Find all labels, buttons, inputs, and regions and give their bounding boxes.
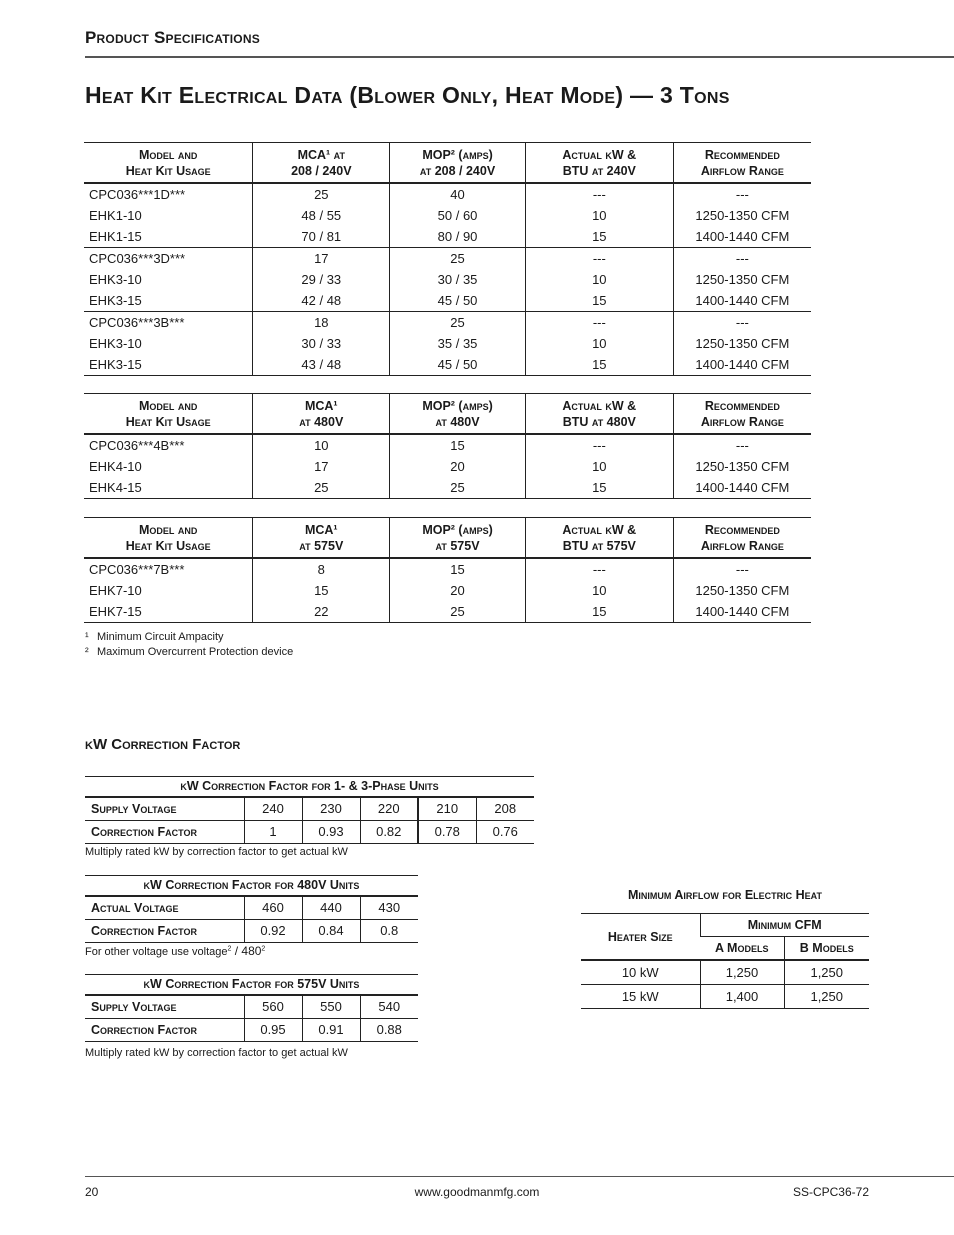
header-mca: MCA¹ at 480V (253, 394, 390, 435)
cell: EHK1-10 (89, 208, 142, 223)
cell: --- (673, 558, 811, 580)
header-airflow: Recommended Airflow Range (673, 518, 811, 559)
cell: 43 / 48 (253, 354, 390, 376)
table-row (84, 333, 811, 354)
cell: 8 (253, 558, 390, 580)
table-row (84, 558, 811, 580)
cell: 1250-1350 CFM (673, 456, 811, 477)
cell: 25 (253, 477, 390, 499)
cell: --- (525, 248, 673, 270)
header-model: Model and Heat Kit Usage (84, 394, 253, 435)
header-model: Model and Heat Kit Usage (84, 518, 253, 559)
cell: 40 (390, 183, 526, 205)
table-caption: kW Correction Factor for 1- & 3-Phase Units (85, 776, 534, 798)
cell: EHK3-10 (89, 272, 142, 287)
cell: 15 (525, 354, 673, 376)
cell: 230 (302, 798, 360, 821)
cell: 460 (244, 897, 302, 920)
header-heater-size: Heater Size (581, 914, 700, 961)
cell: 15 (525, 477, 673, 499)
cell: 50 / 60 (390, 205, 526, 226)
cell: 10 (525, 580, 673, 601)
cell: 20 (390, 456, 526, 477)
cell: CPC036***3B*** (89, 315, 185, 330)
cell: 1,250 (784, 985, 869, 1009)
cell: 29 / 33 (253, 269, 390, 290)
cell: 30 / 33 (253, 333, 390, 354)
cell: 1400-1440 CFM (673, 477, 811, 499)
voltage-note: For other voltage use voltage$^2$ / $480^2$ (85, 944, 266, 958)
cell: 208 (476, 798, 534, 821)
cell: 45 / 50 (390, 290, 526, 312)
table-row (84, 434, 811, 456)
cell: 0.76 (476, 821, 534, 844)
cell: 220 (360, 798, 418, 821)
cell: 1,250 (700, 960, 784, 985)
header-b-models: B Models (784, 937, 869, 961)
cell: 0.84 (302, 920, 360, 943)
cell: 25 (390, 312, 526, 334)
table-caption: kW Correction Factor for 480V Units (85, 875, 418, 897)
header-mca: MCA¹ at 208 / 240V (253, 143, 390, 184)
cell: 0.78 (418, 821, 476, 844)
cell: EHK4-10 (89, 459, 142, 474)
cell: 1250-1350 CFM (673, 333, 811, 354)
cell: 10 (253, 434, 390, 456)
table-row (85, 920, 418, 943)
table-row (85, 897, 418, 920)
cell: 10 kW (581, 960, 700, 985)
table-row (85, 1019, 418, 1042)
cell: 25 (390, 248, 526, 270)
cell: 560 (244, 996, 302, 1019)
table-row (84, 226, 811, 248)
heat-kit-table-480v (84, 393, 811, 499)
page-number: 20 (85, 1185, 99, 1199)
header-mca: MCA¹ at 575V (253, 518, 390, 559)
cell: --- (673, 434, 811, 456)
cell: 10 (525, 205, 673, 226)
table-row (85, 821, 534, 844)
cell: EHK3-15 (89, 293, 142, 308)
cell: 0.95 (244, 1019, 302, 1042)
min-airflow-title: Minimum Airflow for Electric Heat (627, 888, 823, 902)
cell: 10 (525, 333, 673, 354)
table-row (85, 996, 418, 1019)
header-airflow: Recommended Airflow Range (673, 394, 811, 435)
table-header-row (84, 518, 811, 559)
cell: 25 (390, 601, 526, 623)
header-kw: Actual kW & BTU at 480V (525, 394, 673, 435)
cell: 18 (253, 312, 390, 334)
footnote: ² Maximum Overcurrent Protection device (85, 646, 294, 658)
cell: --- (673, 312, 811, 334)
cell: --- (525, 558, 673, 580)
footnote: ¹ Minimum Circuit Ampacity (85, 631, 224, 643)
cell: 430 (360, 897, 418, 920)
table-header-row (84, 143, 811, 184)
cell: 45 / 50 (390, 354, 526, 376)
table-row (84, 312, 811, 334)
kw-correction-table-575v (85, 974, 418, 1042)
header-kw: Actual kW & BTU at 240V (525, 143, 673, 184)
heat-kit-table-575v (84, 517, 811, 623)
cell: 20 (390, 580, 526, 601)
row-label: Correction Factor (85, 821, 244, 844)
cell: EHK7-15 (89, 604, 142, 619)
cell: --- (673, 183, 811, 205)
header-rule (85, 56, 954, 58)
header-min-cfm: Minimum CFM (700, 914, 869, 937)
cell: 550 (302, 996, 360, 1019)
cell: 0.88 (360, 1019, 418, 1042)
cell: 0.91 (302, 1019, 360, 1042)
cell: 0.82 (360, 821, 418, 844)
cell: --- (673, 248, 811, 270)
doc-code: SS-CPC36-72 (792, 1185, 869, 1199)
row-label: Actual Voltage (85, 897, 244, 920)
header-model: Model and Heat Kit Usage (84, 143, 253, 184)
section-header: Product Specifications (85, 28, 260, 47)
cell: 1250-1350 CFM (673, 205, 811, 226)
cell: 10 (525, 269, 673, 290)
cell: 1400-1440 CFM (673, 226, 811, 248)
table-header-row (581, 914, 869, 937)
table-row (85, 798, 534, 821)
table-row (84, 354, 811, 376)
page-title: Heat Kit Electrical Data (Blower Only, Heat Mode) — 3 Tons (85, 82, 730, 108)
website-link[interactable]: www.goodmanmfg.com (414, 1185, 540, 1199)
kw-section-title: kW Correction Factor (85, 736, 241, 753)
cell: 80 / 90 (390, 226, 526, 248)
cell: 240 (244, 798, 302, 821)
cell: --- (525, 183, 673, 205)
cell: 15 (390, 558, 526, 580)
cell: 35 / 35 (390, 333, 526, 354)
heat-kit-table-240v (84, 142, 811, 376)
cell: 15 (390, 434, 526, 456)
cell: --- (525, 434, 673, 456)
row-label: Correction Factor (85, 920, 244, 943)
cell: 1400-1440 CFM (673, 354, 811, 376)
correction-note: Multiply rated kW by correction factor to get actual kW (85, 1047, 348, 1059)
row-label: Supply Voltage (85, 996, 244, 1019)
cell: 1400-1440 CFM (673, 290, 811, 312)
cell: CPC036***1D*** (89, 187, 186, 202)
cell: EHK3-15 (89, 357, 142, 372)
row-label: Supply Voltage (85, 798, 244, 821)
cell: EHK1-15 (89, 229, 142, 244)
table-caption: kW Correction Factor for 575V Units (85, 974, 418, 996)
cell: 15 (525, 290, 673, 312)
correction-note: Multiply rated kW by correction factor to get actual kW (85, 846, 348, 858)
cell: 1400-1440 CFM (673, 601, 811, 623)
cell: 0.93 (302, 821, 360, 844)
cell: EHK3-10 (89, 336, 142, 351)
table-row (84, 580, 811, 601)
cell: --- (525, 312, 673, 334)
row-label: Correction Factor (85, 1019, 244, 1042)
cell: 17 (253, 456, 390, 477)
cell: CPC036***4B*** (89, 438, 185, 453)
header-mop: MOP² (amps) at 208 / 240V (390, 143, 526, 184)
cell: CPC036***7B*** (89, 562, 185, 577)
cell: EHK7-10 (89, 583, 142, 598)
table-row (84, 601, 811, 623)
cell: 10 (525, 456, 673, 477)
table-row (84, 183, 811, 205)
cell: 1 (244, 821, 302, 844)
cell: 70 / 81 (253, 226, 390, 248)
cell: 25 (390, 477, 526, 499)
cell: 25 (253, 183, 390, 205)
cell: 1250-1350 CFM (673, 580, 811, 601)
cell: 0.8 (360, 920, 418, 943)
header-mop: MOP² (amps) at 575V (390, 518, 526, 559)
table-row (84, 269, 811, 290)
cell: 48 / 55 (253, 205, 390, 226)
kw-correction-table-480v (85, 875, 418, 943)
cell: 540 (360, 996, 418, 1019)
table-row (84, 248, 811, 270)
cell: 1,400 (700, 985, 784, 1009)
cell: 1250-1350 CFM (673, 269, 811, 290)
header-a-models: A Models (700, 937, 784, 961)
cell: 15 (525, 601, 673, 623)
footnotes (85, 630, 293, 660)
cell: 30 / 35 (390, 269, 526, 290)
header-airflow: Recommended Airflow Range (673, 143, 811, 184)
table-header-row (84, 394, 811, 435)
table-row (84, 205, 811, 226)
header-kw: Actual kW & BTU at 575V (525, 518, 673, 559)
min-airflow-table (581, 913, 869, 1009)
table-row (581, 985, 869, 1009)
table-row (84, 290, 811, 312)
cell: 0.92 (244, 920, 302, 943)
cell: 42 / 48 (253, 290, 390, 312)
footer-rule (85, 1176, 954, 1177)
cell: 15 (253, 580, 390, 601)
table-row (581, 960, 869, 985)
table-row (84, 477, 811, 499)
header-mop: MOP² (amps) at 480V (390, 394, 526, 435)
cell: 440 (302, 897, 360, 920)
cell: 22 (253, 601, 390, 623)
cell: 210 (418, 798, 476, 821)
cell: 17 (253, 248, 390, 270)
cell: CPC036***3D*** (89, 251, 186, 266)
kw-correction-table-phase (85, 776, 534, 844)
cell: 1,250 (784, 960, 869, 985)
cell: EHK4-15 (89, 480, 142, 495)
cell: 15 (525, 226, 673, 248)
table-row (84, 456, 811, 477)
cell: 15 kW (581, 985, 700, 1009)
